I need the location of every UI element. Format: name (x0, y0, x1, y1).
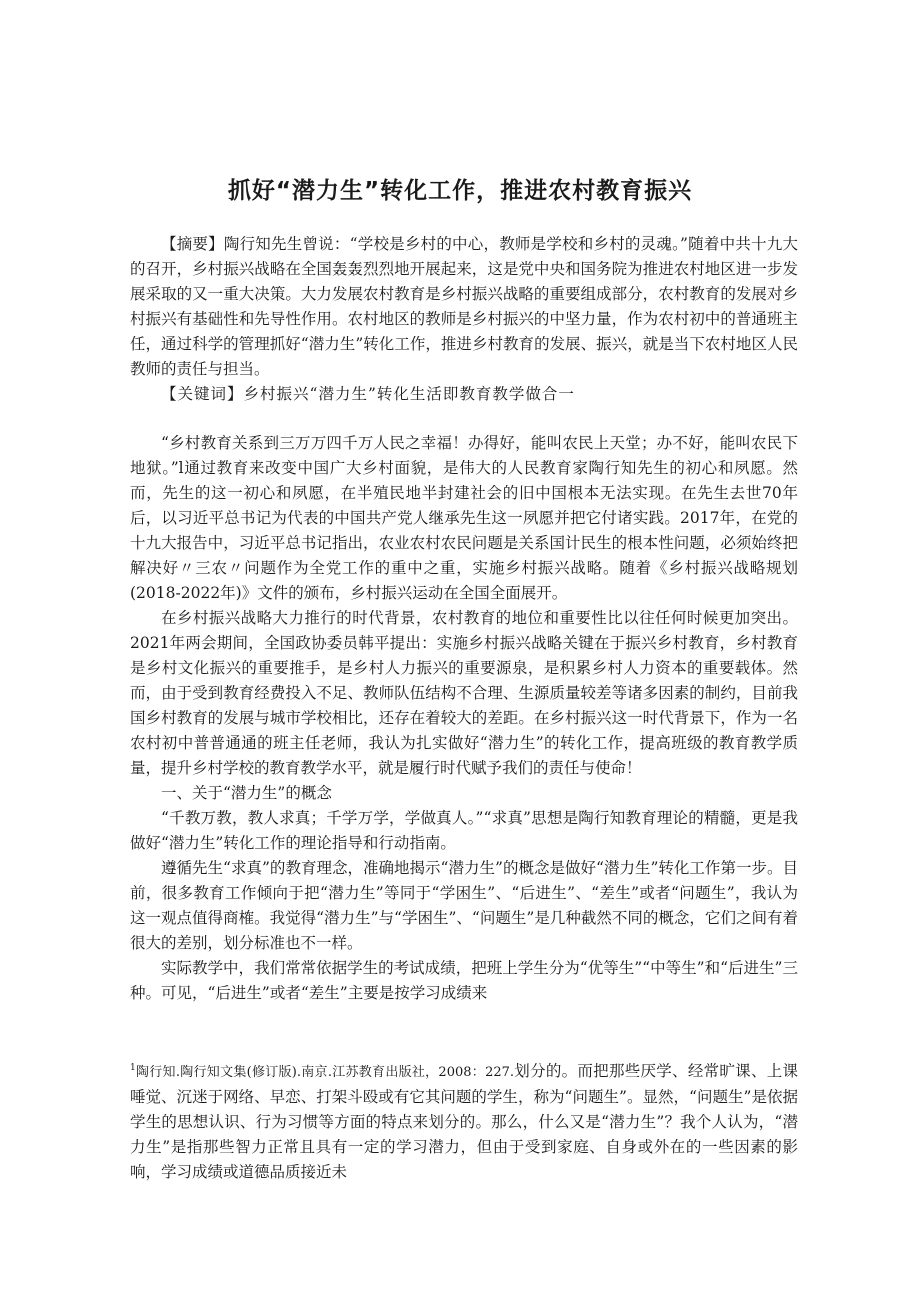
keywords-label: 【关键词】 (161, 385, 244, 403)
keywords-text: 乡村振兴“潜力生”转化生活即教育教学做合一 (243, 385, 575, 403)
abstract-section (130, 232, 798, 407)
abstract-label: 【摘要】 (161, 235, 224, 253)
body-paragraph-2: 在乡村振兴战略大力推行的时代背景，农村教育的地位和重要性比以往任何时候更加突出。2021年两会期间，全国政协委员韩平提出：实施乡村振兴战略关键在于振兴乡村教育，乡村教育是乡村文化振兴的重要推手，是乡村人力振兴的重要源泉，是积累乡村人力资本的重要载体。然而，由于受到教育经费投入不足、教师队伍结构不合理、生源质量较差等诸多因素的制约，目前我国乡村教育的发展与城市学校相比，还存在着较大的差距。在乡村振兴这一时代背景下，作为一名农村初中普普通通的班主任老师，我认为扎实做好“潜力生”的转化工作，提高班级的教育教学质量，提升乡村学校的教育教学水平，就是履行时代赋予我们的责任与使命！ (130, 609, 798, 777)
abstract-text: 陶行知先生曾说：“学校是乡村的中心，教师是学校和乡村的灵魂。”随着中共十九大的召开，乡村振兴战略在全国轰轰烈烈地开展起来，这是党中央和国务院为推进农村地区进一步发展采取的又一重大决策。大力发展农村教育是乡村振兴战略的重要组成部分，农村教育的发展对乡村振兴有基础性和先导性作用。农村地区的教师是乡村振兴的中坚力量，作为农村初中的普通班主任，通过科学的管理抓好“潜力生”转化工作，推进乡村教育的发展、振兴，就是当下农村地区人民教师的责任与担当。 (130, 235, 798, 378)
body-paragraph-4: 遵循先生“求真”的教育理念，准确地揭示“潜力生”的概念是做好“潜力生”转化工作第一步。目前，很多教育工作倾向于把“潜力生”等同于“学困生”、“后进生”、“差生”或者“问题生”，我认为这一观点值得商榷。我觉得“潜力生”与“学困生”、“问题生”是几种截然不同的概念，它们之间有着很大的差别，划分标准也不一样。 (130, 859, 798, 952)
section-heading-1: 一、关于“潜力生”的概念 (161, 784, 332, 802)
keywords-paragraph (130, 382, 798, 407)
body-paragraph-5: 实际教学中，我们常常依据学生的考试成绩，把班上学生分为“优等生”“中等生”和“后进生”三种。可见，“后进生”或者“差生”主要是按学习成绩来 (130, 959, 798, 1002)
footnote-mark: 1 (130, 1063, 136, 1073)
document-title: 抓好“潜力生”转化工作，推进农村教育振兴 (227, 178, 693, 204)
body-paragraph-3: “千教万教，教人求真；千学万学，学做真人。”“求真”思想是陶行知教育理论的精髓，更是我做好“潜力生”转化工作的理论指导和行动指南。 (130, 809, 798, 852)
body-paragraph-1: “乡村教育关系到三万万四千万人民之幸福！办得好，能叫农民上天堂；办不好，能叫农民下地狱。”l通过教育来改变中国广大乡村面貌，是伟大的人民教育家陶行知先生的初心和夙愿。然而，先生的这一初心和夙愿，在半殖民地半封建社会的旧中国根本无法实现。在先生去世70年后，以习近平总书记为代表的中国共产党人继承先生这一夙愿并把它付诸实践。2017年，在党的十九大报告中，习近平总书记指出，农业农村农民问题是关系国计民生的根本性问题，必须始终把解决好〃三农〃问题作为全党工作的重中之重，实施乡村振兴战略。随着《乡村振兴战略规划(2018-2022年)》文件的颁布，乡村振兴运动在全国全面展开。 (130, 434, 798, 602)
footnote-continuation-text: 划分的。而把那些厌学、经常旷课、上课唾觉、沉迷于网络、早恋、打架斗殴或有它其问题的学生，称为“问题生”。显然，“问题生”是依据学生的思想认识、行为习惯等方面的特点来划分的。那么，什么又是“潜力生”？我个人认为，“潜力生”是指那些智力正常且具有一定的学习潜力，但由于受到家庭、自身或外在的一些因素的影响，学习成绩或道德品质接近未 (130, 1062, 798, 1182)
footnote (130, 1056, 798, 1185)
section-gap (130, 407, 798, 431)
document-body (130, 232, 798, 1006)
footnote-reference: 陶行知.陶行知文集(修订版).南京.江苏教育出版社，2008：227. (135, 1065, 515, 1081)
abstract-paragraph (130, 232, 798, 382)
